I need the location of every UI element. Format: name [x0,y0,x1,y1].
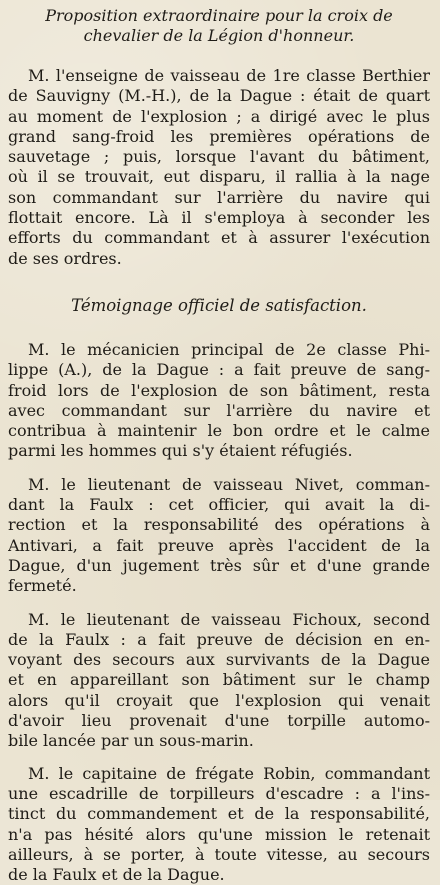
text-line: alors qu'il croyait que l'explosion qui venait [8,690,430,710]
text-line: lippe (A.), de la Dague : a fait preuve de sang- [8,360,430,380]
text-line: de la Faulx : a fait preuve de décision en en- [8,629,430,649]
text-line: sauvetage ; puis, lorsque l'avant du bâtiment, [8,147,430,167]
text-line: avec commandant sur l'arrière du navire et [8,400,430,420]
heading-line: Proposition extraordinaire pour la croix de [45,6,393,25]
text-line: n'a pas hésité alors qu'une mission le retenait [8,824,430,844]
paragraph-philippe [8,340,430,462]
paragraph-fichoux [8,610,430,752]
text-line: tinct du commandement et de la responsabilité, [8,804,430,824]
text-line: et en appareillant son bâtiment sur le champ [8,670,430,690]
text-line: contribua à maintenir le bon ordre et le calme [8,421,430,441]
text-line: bile lancée par un sous-marin. [8,731,254,751]
text-line: froid lors de l'explosion de son bâtiment, resta [8,380,430,400]
text-line: ailleurs, à se porter, à toute vitesse, au secours [8,844,430,864]
text-line: au moment de l'explosion ; a dirigé avec le plus [8,106,430,126]
text-line: grand sang-froid les premières opérations de [8,126,430,146]
text-line: flottait encore. Là il s'employa à seconder les [8,208,430,228]
text-line: M. le lieutenant de vaisseau Nivet, comman- [28,474,430,494]
text-line: fermeté. [8,576,77,596]
paragraph-robin [8,764,430,885]
text-line: M. le mécanicien principal de 2e classe Phi- [28,339,430,359]
heading-line: chevalier de la Légion d'honneur. [83,26,355,45]
paragraph-berthier [8,66,430,269]
text-line: M. l'enseigne de vaisseau de 1re classe Berthier [28,66,430,85]
text-line: Dague, d'un jugement très sûr et d'une grande [8,555,430,575]
text-line: dant la Faulx : cet officier, qui avait la di- [8,495,430,515]
text-line: où il se trouvait, eut disparu, il rallia à la nage [8,167,430,187]
text-line: rection et la responsabilité des opérations à [8,515,430,535]
text-line: son commandant sur l'arrière du navire qui [8,187,430,207]
text-line: Antivari, a fait preuve après l'accident de la [8,535,430,555]
text-line: efforts du commandant et à assurer l'exécution [8,228,430,248]
text-line: M. le lieutenant de vaisseau Fichoux, second [28,609,430,629]
text-line: voyant des secours aux survivants de la Dague [8,650,430,670]
text-line: d'avoir lieu provenait d'une torpille automo- [8,711,430,731]
text-line: de ses ordres. [8,248,122,268]
paragraph-nivet [8,475,430,597]
text-line: de la Faulx et de la Dague. [8,865,225,885]
heading-proposition [8,6,430,46]
text-line: une escadrille de torpilleurs d'escadre : a l'ins- [8,783,430,803]
heading-temoignage: Témoignage officiel de satisfaction. [71,295,367,315]
text-line: de Sauvigny (M.-H.), de la Dague : était de quart [8,86,430,106]
text-line: parmi les hommes qui s'y étaient réfugiés. [8,441,353,461]
text-line: M. le capitaine de frégate Robin, commandant [28,763,430,783]
